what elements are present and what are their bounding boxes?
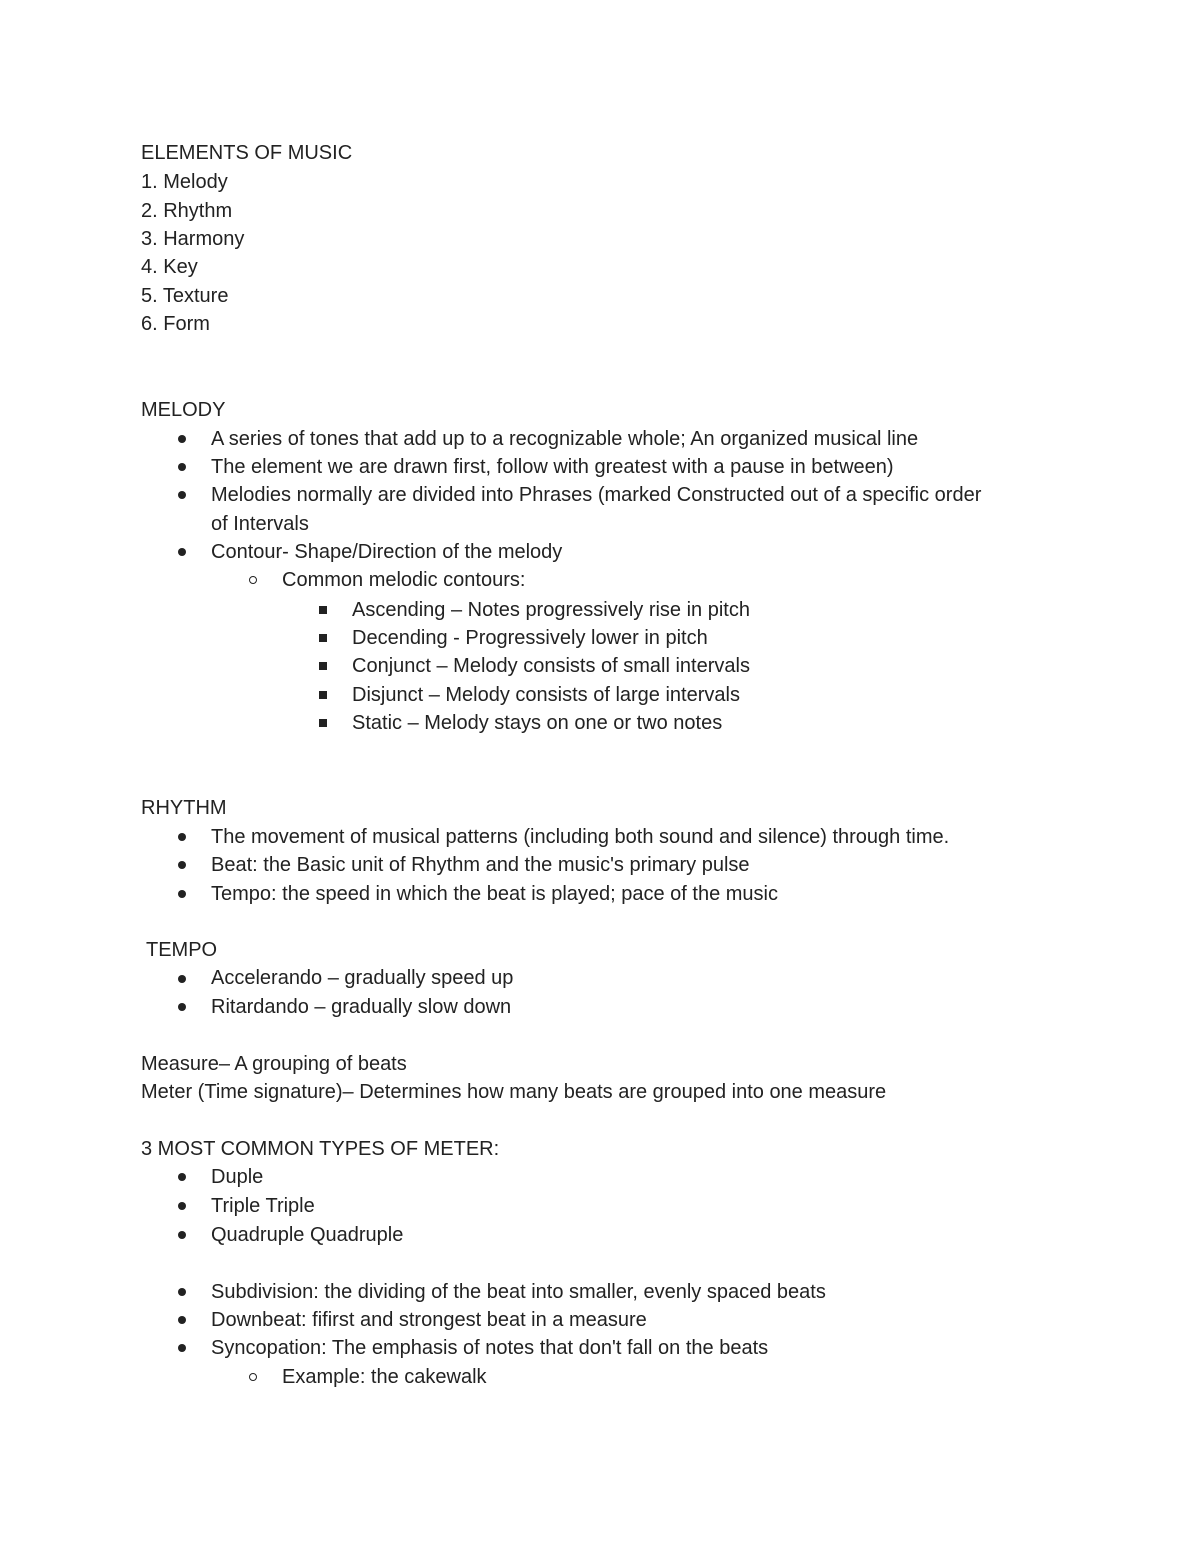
- bullet-disc-icon: [178, 463, 186, 471]
- melody-bullet: A series of tones that add up to a recognizable whole; An organized musical line: [211, 428, 919, 450]
- contour-item: Disjunct – Melody consists of large intervals: [352, 684, 740, 706]
- bullet-disc-icon: [178, 1202, 186, 1210]
- bullet-square-icon: [319, 691, 327, 699]
- bullet-disc-icon: [178, 1173, 186, 1181]
- tempo-heading: TEMPO: [146, 939, 218, 961]
- elements-title: ELEMENTS OF MUSIC: [141, 142, 353, 164]
- bullet-disc-icon: [178, 861, 186, 869]
- elements-item: 3. Harmony: [141, 228, 245, 250]
- melody-bullet: The element we are drawn first, follow with greatest with a pause in between): [211, 456, 894, 478]
- bullet-disc-icon: [178, 435, 186, 443]
- rhythm-bullet: Tempo: the speed in which the beat is played; pace of the music: [211, 883, 779, 905]
- elements-item: 2. Rhythm: [141, 200, 233, 222]
- bullet-disc-icon: [178, 548, 186, 556]
- bullet-disc-icon: [178, 1231, 186, 1239]
- melody-bullet: Contour- Shape/Direction of the melody: [211, 541, 563, 563]
- contour-item: Static – Melody stays on one or two notes: [352, 712, 723, 734]
- meter-subbullet: Example: the cakewalk: [282, 1366, 487, 1388]
- bullet-disc-icon: [178, 833, 186, 841]
- melody-heading: MELODY: [141, 399, 226, 421]
- bullet-disc-icon: [178, 1288, 186, 1296]
- rhythm-bullet: Beat: the Basic unit of Rhythm and the music's primary pulse: [211, 854, 750, 876]
- bullet-disc-icon: [178, 1344, 186, 1352]
- elements-item: 4. Key: [141, 256, 198, 278]
- bullet-disc-icon: [178, 890, 186, 898]
- contour-item: Conjunct – Melody consists of small intervals: [352, 655, 750, 677]
- meter-definition: Meter (Time signature)– Determines how many beats are grouped into one measure: [141, 1081, 887, 1103]
- bullet-disc-icon: [178, 1003, 186, 1011]
- elements-item: 5. Texture: [141, 285, 229, 307]
- meter-bullet: Triple Triple: [211, 1195, 315, 1217]
- contour-item: Decending - Progressively lower in pitch: [352, 627, 708, 649]
- meter-bullet: Downbeat: fifirst and strongest beat in a measure: [211, 1309, 647, 1331]
- meter-bullet: Subdivision: the dividing of the beat into smaller, evenly spaced beats: [211, 1281, 826, 1303]
- meter-bullet: Duple: [211, 1166, 264, 1188]
- elements-item: 6. Form: [141, 313, 210, 335]
- bullet-circle-icon: [249, 576, 257, 584]
- melody-subbullet: Common melodic contours:: [282, 569, 526, 591]
- bullet-square-icon: [319, 634, 327, 642]
- measure-definition: Measure– A grouping of beats: [141, 1053, 407, 1075]
- melody-bullet-continuation: of Intervals: [211, 513, 309, 535]
- bullet-circle-icon: [249, 1373, 257, 1381]
- meter-bullet: Quadruple Quadruple: [211, 1224, 404, 1246]
- bullet-disc-icon: [178, 1316, 186, 1324]
- bullet-square-icon: [319, 662, 327, 670]
- bullet-disc-icon: [178, 491, 186, 499]
- rhythm-heading: RHYTHM: [141, 797, 227, 819]
- bullet-square-icon: [319, 719, 327, 727]
- elements-item: 1. Melody: [141, 171, 228, 193]
- melody-bullet: Melodies normally are divided into Phrases (marked Constructed out of a specific order: [211, 484, 982, 506]
- tempo-bullet: Accelerando – gradually speed up: [211, 967, 514, 989]
- bullet-disc-icon: [178, 975, 186, 983]
- contour-item: Ascending – Notes progressively rise in pitch: [352, 599, 750, 621]
- bullet-square-icon: [319, 606, 327, 614]
- meter-heading: 3 MOST COMMON TYPES OF METER:: [141, 1138, 500, 1160]
- rhythm-bullet: The movement of musical patterns (including both sound and silence) through time.: [211, 826, 950, 848]
- tempo-bullet: Ritardando – gradually slow down: [211, 996, 512, 1018]
- meter-bullet: Syncopation: The emphasis of notes that don't fall on the beats: [211, 1337, 769, 1359]
